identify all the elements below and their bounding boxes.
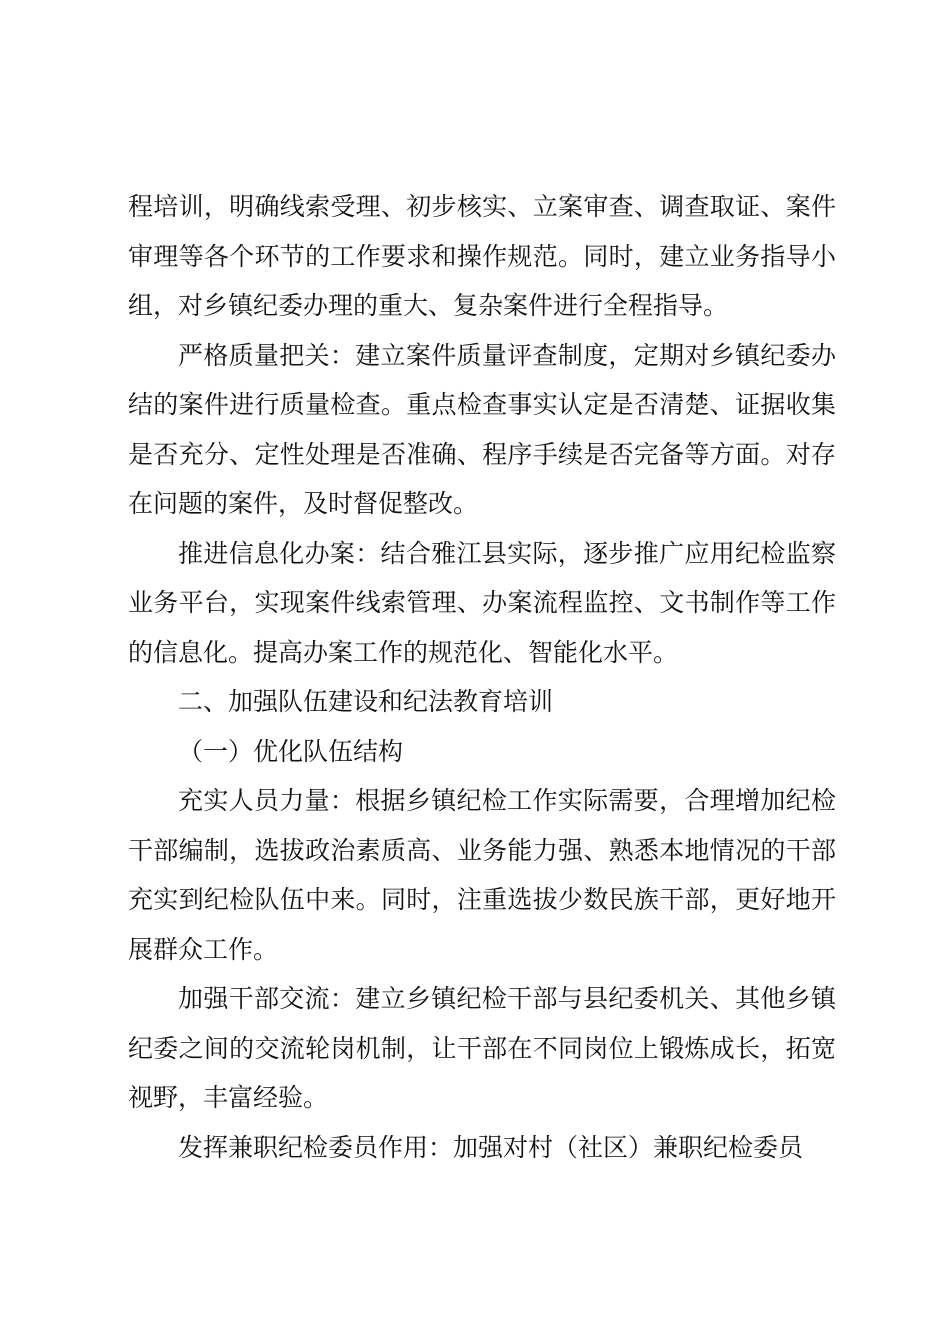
paragraph-quality-control: 严格质量把关：建立案件质量评查制度，定期对乡镇纪委办结的案件进行质量检查。重点检查事实认定是否清楚、证据收集是否充分、定性处理是否准确、程序手续是否完备等方面。对存在问题的案件，及时督促整改。 [128,340,836,518]
document-body [128,182,836,1172]
paragraph-cadre-exchange: 加强干部交流：建立乡镇纪检干部与县纪委机关、其他乡镇纪委之间的交流轮岗机制，让干部在不同岗位上锻炼成长，拓宽视野，丰富经验。 [128,984,836,1112]
subsection-heading: （一）优化队伍结构 [178,736,404,766]
paragraph-part-time-members: 发挥兼职纪检委员作用：加强对村（社区）兼职纪检委员 [178,1132,804,1162]
paragraph-informatization: 推进信息化办案：结合雅江县实际，逐步推广应用纪检监察业务平台，实现案件线索管理、办案流程监控、文书制作等工作的信息化。提高办案工作的规范化、智能化水平。 [128,538,836,667]
paragraph-continuation: 程培训，明确线索受理、初步核实、立案审查、调查取证、案件审理等各个环节的工作要求和操作规范。同时，建立业务指导小组，对乡镇纪委办理的重大、复杂案件进行全程指导。 [128,192,836,320]
paragraph-staffing: 充实人员力量：根据乡镇纪检工作实际需要，合理增加纪检干部编制，选拔政治素质高、业务能力强、熟悉本地情况的干部充实到纪检队伍中来。同时，注重选拔少数民族干部，更好地开展群众工作。 [128,786,836,964]
section-heading: 二、加强队伍建设和纪法教育培训 [178,687,554,716]
